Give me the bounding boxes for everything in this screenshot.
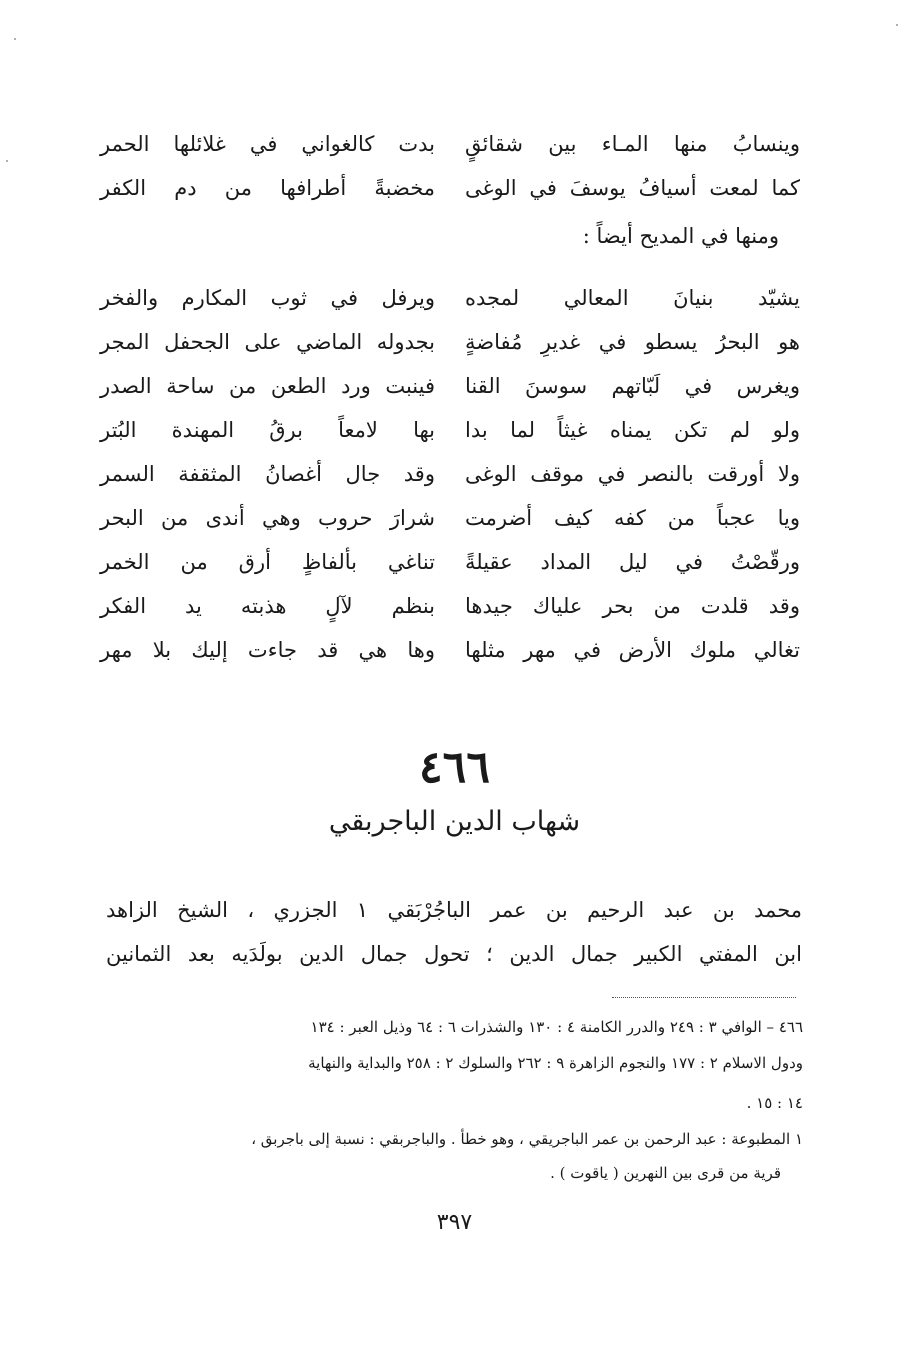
verse-row — [100, 540, 800, 584]
verse-row — [100, 584, 800, 628]
entry-title: شهاب الدين الباجربقي — [328, 806, 581, 837]
verse-row — [100, 320, 800, 364]
verse-left-hemistich: بدت كالغواني في غلائلها الحمر — [100, 132, 435, 156]
body-text-line: محمد بن عبد الرحيم بن عمر الباجُرْبَقي ١ الجزري ، الشيخ الزاهد — [106, 898, 802, 922]
entry-number: ٤٦٦ — [419, 742, 490, 793]
verse-left-hemistich: شرارَ حروب وهي أندى من البحر — [100, 506, 435, 530]
verse-block-main — [100, 276, 800, 672]
verse-right-hemistich: ولو لم تكن يمناه غيثاً لما بدا — [465, 418, 800, 442]
verse-row — [100, 166, 800, 210]
footnote-sources-line: ودول الاسلام ٢ : ١٧٧ والنجوم الزاهرة ٩ : ٢٦٢ والسلوك ٢ : ٢٥٨ والبداية والنهاية — [308, 1054, 803, 1072]
verse-left-hemistich: ويرفل في ثوب المكارم والفخر — [100, 286, 435, 310]
footnote-sources-line: ٤٦٦ – الوافي ٣ : ٢٤٩ والدرر الكامنة ٤ : ١٣٠ والشذرات ٦ : ٦٤ وذيل العبر : ١٣٤ — [310, 1018, 803, 1036]
scan-speck — [14, 38, 16, 40]
verse-left-hemistich: تناغي بألفاظٍ أرق من الخمر — [100, 550, 435, 574]
verse-right-hemistich: ويا عجباً من كفه كيف أضرمت — [465, 506, 800, 530]
verse-row — [100, 408, 800, 452]
footnote-1-line: قرية من قرى بين النهرين ( ياقوت ) . — [550, 1164, 781, 1182]
verse-right-hemistich: هو البحرُ يسطو في غديرِ مُفاضةٍ — [465, 330, 800, 354]
verse-right-hemistich: ورقّصْتُ في ليل المداد عقيلةً — [465, 550, 800, 574]
footnote-separator — [612, 997, 796, 998]
footnote-sources-line: ١٤ : ١٥ . — [746, 1094, 803, 1112]
verse-right-hemistich: كما لمعت أسيافُ يوسفَ في الوغى — [465, 176, 800, 200]
verse-row — [100, 452, 800, 496]
verse-block-top — [100, 122, 800, 210]
page-number: ٣٩٧ — [436, 1210, 473, 1235]
verse-left-hemistich: فينبت ورد الطعن من ساحة الصدر — [100, 374, 435, 398]
verse-left-hemistich: وقد جال أغصانُ المثقفة السمر — [100, 462, 435, 486]
verse-row — [100, 496, 800, 540]
verse-left-hemistich: بنظم لآلٍ هذبته يد الفكر — [100, 594, 435, 618]
verse-row — [100, 276, 800, 320]
verse-right-hemistich: وينسابُ منها المـاء بين شقائقٍ — [465, 132, 800, 156]
body-text-line: ابن المفتي الكبير جمال الدين ؛ تحول جمال الدين بولَدَيه بعد الثمانين — [106, 942, 802, 966]
verse-left-hemistich: بها لامعاً برقُ المهندة البُتر — [100, 418, 435, 442]
verse-row — [100, 122, 800, 166]
verse-row — [100, 364, 800, 408]
scan-speck — [896, 24, 898, 26]
verse-right-hemistich: تغالي ملوك الأرض في مهر مثلها — [465, 638, 800, 662]
verse-right-hemistich: يشيّد بنيانَ المعالي لمجده — [465, 286, 800, 310]
verse-row — [100, 628, 800, 672]
verse-left-hemistich: بجدوله الماضي على الجحفل المجر — [100, 330, 435, 354]
verse-right-hemistich: وقد قلدت من بحر علياك جيدها — [465, 594, 800, 618]
scan-speck — [6, 160, 8, 162]
verse-left-hemistich: وها هي قد جاءت إليك بلا مهر — [100, 638, 435, 662]
verse-right-hemistich: ولا أورقت بالنصر في موقف الوغى — [465, 462, 800, 486]
intro-line: ومنها في المديح أيضاً : — [582, 224, 779, 248]
verse-left-hemistich: مخضبةً أطرافها من دم الكفر — [100, 176, 435, 200]
verse-right-hemistich: ويغرس في لَبّاتهم سوسنَ القنا — [465, 374, 800, 398]
footnote-1-line: ١ المطبوعة : عبد الرحمن بن عمر الباجريقي ، وهو خطأ . والباجربقي : نسبة إلى باجربق ، — [251, 1130, 803, 1148]
